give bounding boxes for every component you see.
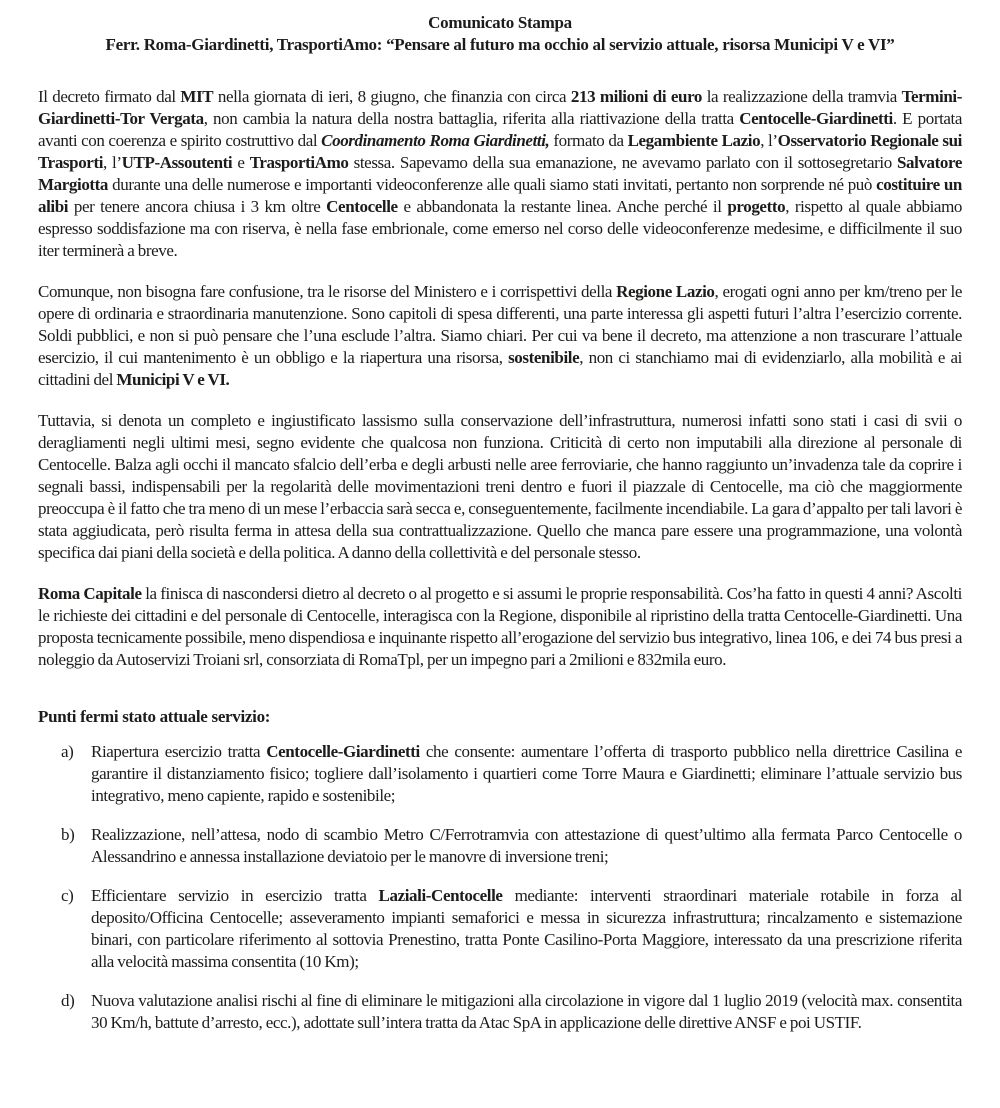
list-item-marker: c) [61,886,74,905]
list-item [38,741,962,807]
emphasized-text: MIT [180,87,214,106]
service-points-list [38,741,962,1034]
list-item-text: Riapertura esercizio tratta Centocelle-Giardinetti che consente: aumentare l’offerta di trasporto pubblico nella direttrice Casilina e garantire il distanziamento fisico; togliere dall’isolamento i quartieri come Torre Maura e Giardinetti; eliminare l’attuale servizio bus integrativo, meno capiente, rapido e sostenibile; [91,742,962,805]
list-item-marker: a) [61,742,74,761]
emphasized-text: Salvatore Margiotta [38,153,962,194]
emphasized-text: Termini-Giardinetti-Tor Vergata [38,87,963,128]
emphasized-text: Centocelle [326,197,398,216]
emphasized-text: Roma Capitale [38,584,142,603]
list-item [38,885,962,973]
document-title [38,12,962,56]
paragraph: Il decreto firmato dal MIT nella giornata di ieri, 8 giugno, che finanzia con circa 213 milioni di euro la realizzazione della tramvia Termini-Giardinetti-Tor Vergata, non cambia la natura della nostra battaglia, riferita alla riattivazione della tratta Centocelle-Giardinetti. E portata avanti con coerenza e spirito costruttivo dal Coordinamento Roma Giardinetti, formato da Legambiente Lazio, l’Osservatorio Regionale sui Trasporti, l’UTP-Assoutenti e TrasportiAmo stessa. Sapevamo della sua emanazione, ne avevamo parlato con il sottosegretario Salvatore Margiotta durante una delle numerose e importanti videoconferenze alle quali siamo stati invitati, pertanto non sorprende né può costituire un alibi per tenere ancora chiusa i 3 km oltre Centocelle e abbandonata la restante linea. Anche perché il progetto, rispetto al quale abbiamo espresso soddisfazione ma con riserva, è nella fase embrionale, come emerso nel corso delle videoconferenze medesime, e difficilmente il suo iter terminerà a breve. [38,87,963,260]
list-item-marker: d) [61,991,75,1010]
list-heading: Punti fermi stato attuale servizio: [38,707,271,726]
paragraph: Roma Capitale la finisca di nascondersi dietro al decreto o al progetto e si assumi le proprie responsabilità. Cos’ha fatto in questi 4 anni? Ascolti le richieste dei cittadini e del personale di Centocelle, interagisca con la Regione, disponibile al ripristino della tratta Centocelle-Giardinetti. Una proposta tecnicamente possibile, meno dispendiosa e inquinante rispetto all’erogazione del servizio bus integrativo, linea 106, e dei 74 bus presi a noleggio da Autoservizi Troiani srl, consorziata di RomaTpl, per un impegno pari a 2milioni e 832mila euro. [38,584,962,669]
list-item [38,824,962,868]
emphasized-text: Laziali-Centocelle [378,886,503,905]
emphasized-text: TrasportiAmo [249,153,349,172]
emphasized-text: Osservatorio Regionale sui Trasporti [38,131,963,172]
paragraph: Comunque, non bisogna fare confusione, tra le risorse del Ministero e i corrispettivi della Regione Lazio, erogati ogni anno per km/treno per le opere di ordinaria e straordinaria manutenzione. Sono capitoli di spesa differenti, una parte interessa gli aspetti futuri l’altra l’esercizio corrente. Soldi pubblici, e non si può pensare che l’una esclude l’altra. Siamo chiari. Per cui va bene il decreto, ma attenzione a non trascurare l’attuale esercizio, il cui mantenimento è un obbligo e la riapertura una risorsa, sostenibile, non ci stanchiamo mai di evidenziarlo, alla mobilità e ai cittadini del Municipi V e VI. [38,282,962,389]
list-item-marker: b) [61,825,75,844]
list-item-text: Realizzazione, nell’attesa, nodo di scambio Metro C/Ferrotramvia con attestazione di quest’ultimo alla fermata Parco Centocelle o Alessandrino e annessa installazione deviatoio per le manovre di inversione treni; [91,825,962,866]
emphasized-text: costituire un alibi [38,175,962,216]
title-line-1: Comunicato Stampa [428,13,572,32]
list-item-text: Nuova valutazione analisi rischi al fine di eliminare le mitigazioni alla circolazione in vigore dal 1 luglio 2019 (velocità max. consentita 30 Km/h, battute d’arresto, ecc.), adottate sull’intera tratta da Atac SpA in applicazione delle direttive ANSF e poi USTIF. [91,991,962,1032]
list-item [38,990,962,1034]
emphasized-text: Municipi V e VI. [116,370,230,389]
emphasized-text: Centocelle-Giardinetti [739,109,893,128]
emphasized-text: progetto [727,197,786,216]
emphasized-text: sostenibile [508,348,580,367]
emphasized-text: 213 milioni di euro [570,87,703,106]
emphasized-text: Centocelle-Giardinetti [266,742,420,761]
list-item-text: Efficientare servizio in esercizio tratta Laziali-Centocelle mediante: interventi straordinari materiale rotabile in forza al deposito/Officina Centocelle; asseveramento impianti semaforici e messa in sicurezza infrastruttura; rincalzamento e sistemazione binari, con particolare riferimento al sottovia Prenestino, tratta Ponte Casilino-Porta Maggiore, interessato da una prescrizione riferita alla velocità massima consentita (10 Km); [91,886,962,971]
emphasized-text: Coordinamento Roma Giardinetti, [321,131,550,150]
title-line-2: Ferr. Roma-Giardinetti, TrasportiAmo: “Pensare al futuro ma occhio al servizio attuale, risorsa Municipi V e VI” [105,35,895,54]
emphasized-text: Regione Lazio [616,282,715,301]
paragraph: Tuttavia, si denota un completo e ingiustificato lassismo sulla conservazione dell’infrastruttura, numerosi infatti sono stati i casi di svii o deragliamenti negli ultimi mesi, segno evidente che qualcosa non funziona. Criticità di certo non imputabili alla direzione al personale di Centocelle. Balza agli occhi il mancato sfalcio dell’erba e degli arbusti nelle aree ferroviarie, che hanno raggiunto un’invadenza tale da coprire i segnali bassi, indispensabili per la regolarità delle movimentazioni treni dentro e fuori il piazzale di Centocelle, ma ciò che maggiormente preoccupa è il fatto che tra meno di un mese l’erbaccia sarà secca e, conseguentemente, facilmente incendiabile. La gara d’appalto per tali lavori è stata aggiudicata, però risulta ferma in attesa della sua contrattualizzazione. Quello che manca pare essere una programmazione, una volontà specifica dai piani della società e della politica. A danno della collettività e del personale stesso. [38,411,962,562]
emphasized-text: Legambiente Lazio [627,131,761,150]
emphasized-text: UTP-Assoutenti [121,153,233,172]
body-paragraphs [38,86,962,671]
